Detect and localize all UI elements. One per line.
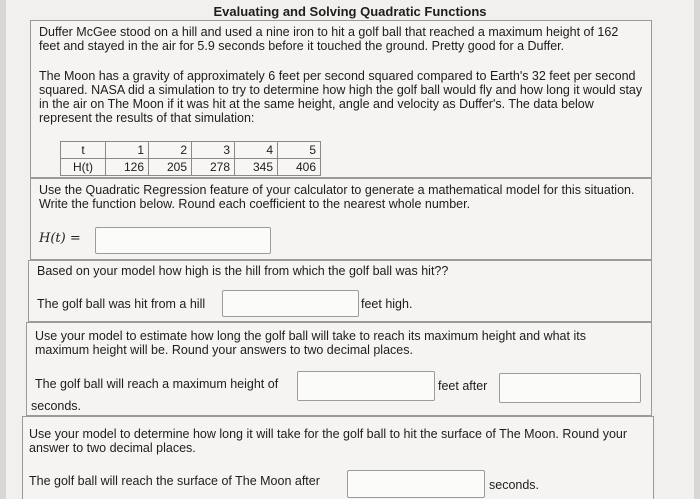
max-time-unit: seconds. — [31, 399, 82, 413]
intro-paragraph-1: Duffer McGee stood on a hill and used a nine iron to hit a golf ball that reached a maximum height of 162 feet and stayed in the air for 5.9 seconds before it touched the ground. Pretty good for a Duffer. — [39, 25, 619, 53]
table-row — [61, 159, 321, 176]
table-row — [61, 142, 321, 159]
max-height-input[interactable] — [297, 371, 435, 401]
page-title: Evaluating and Solving Quadratic Functions — [213, 4, 487, 19]
max-height-label: The golf ball will reach a maximum height of — [35, 377, 279, 391]
question-4-text: Use your model to determine how long it will take for the golf ball to hit the surface of The Moon. Round your answer to two decimal places. — [29, 427, 628, 455]
moon-surface-input[interactable] — [347, 470, 485, 498]
table-cell: 406 — [278, 159, 321, 176]
function-input[interactable] — [95, 227, 271, 254]
worksheet — [6, 0, 694, 499]
table-cell: t — [61, 142, 106, 159]
table-cell: 345 — [235, 159, 278, 176]
question-2-box — [28, 260, 652, 322]
table-cell: 2 — [149, 142, 192, 159]
max-time-input[interactable] — [499, 373, 641, 403]
hill-height-label: The golf ball was hit from a hill — [37, 297, 206, 311]
table-cell: 3 — [192, 142, 235, 159]
table-cell: 1 — [106, 142, 149, 159]
table-cell: 4 — [235, 142, 278, 159]
question-1-text: Use the Quadratic Regression feature of your calculator to generate a mathematical model for this situation. Write the function below. Round each coefficient to the nearest whole number. — [39, 183, 635, 211]
hill-height-unit: feet high. — [361, 297, 413, 311]
table-cell: H(t) — [61, 159, 106, 176]
question-3-box — [26, 322, 652, 416]
hill-height-input[interactable] — [222, 290, 359, 317]
moon-surface-label: The golf ball will reach the surface of The Moon after — [29, 474, 320, 488]
intro-paragraph-2: The Moon has a gravity of approximately 6 feet per second squared compared to Earth's 32 feet per second squared. NASA did a simulation to try to determine how high the golf ball would fly and how long it would stay in the air on The Moon if it was hit at the same height, angle and velocity as Duffer's. The data below represent the results of that simulation: — [39, 69, 643, 125]
simulation-table — [60, 141, 321, 176]
question-4-box — [22, 416, 654, 499]
max-time-label: feet after — [438, 379, 488, 393]
table-cell: 205 — [149, 159, 192, 176]
table-cell: 278 — [192, 159, 235, 176]
question-3-text: Use your model to estimate how long the golf ball will take to reach its maximum height and what its maximum height will be. Round your answers to two decimal places. — [35, 329, 586, 357]
table-cell: 126 — [106, 159, 149, 176]
moon-surface-unit: seconds. — [489, 478, 540, 492]
question-2-text: Based on your model how high is the hill from which the golf ball was hit?? — [37, 264, 449, 278]
function-label: H(t) = — [39, 231, 81, 246]
question-1-box — [30, 178, 652, 260]
table-cell: 5 — [278, 142, 321, 159]
